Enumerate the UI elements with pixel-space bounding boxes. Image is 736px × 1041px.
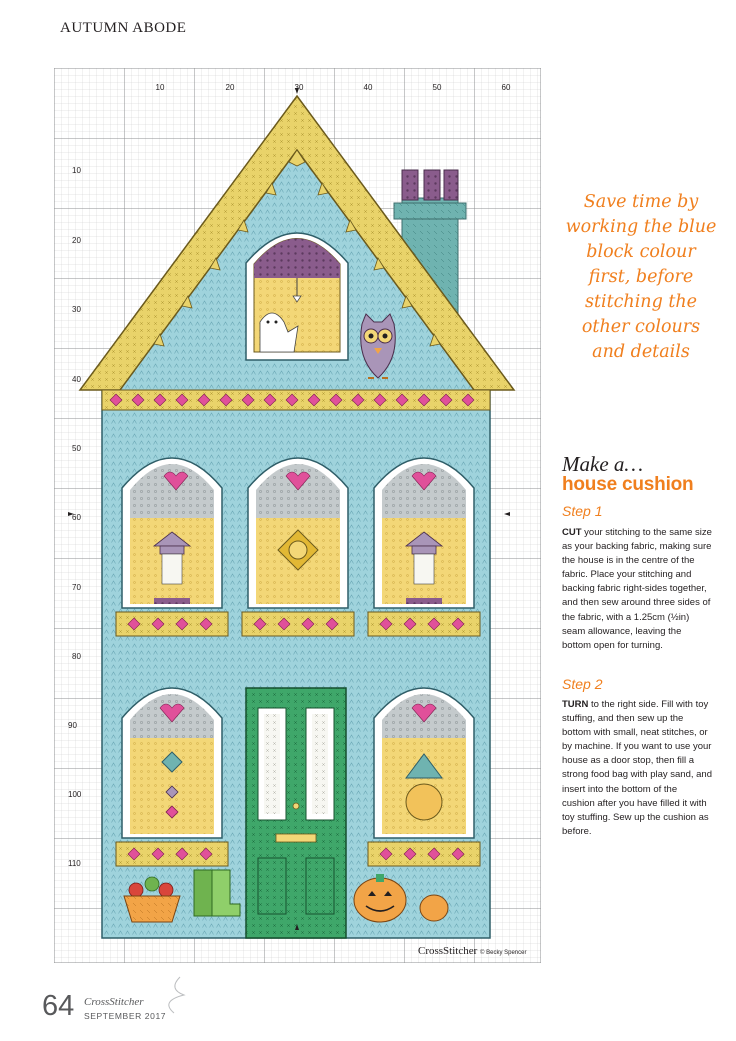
attic-window: [246, 233, 348, 360]
tip-line: and details: [592, 342, 690, 362]
row-tick: 10: [72, 166, 81, 175]
page-number: 64: [42, 990, 75, 1022]
step1-lead: CUT: [562, 527, 582, 538]
footer-magazine: CrossStitcher: [84, 996, 144, 1008]
upper-window-middle: [248, 458, 348, 608]
lower-window-left: [122, 688, 222, 838]
upper-window-boxes: [116, 612, 480, 636]
frieze-band: [102, 390, 490, 410]
row-tick: 100: [68, 790, 82, 799]
col-tick: 30: [294, 83, 304, 92]
tip-line: first, before: [588, 267, 694, 287]
row-tick: 60: [72, 513, 81, 522]
row-tick: 90: [68, 721, 77, 730]
front-door: [246, 688, 346, 938]
tip-line: working the blue: [565, 217, 717, 237]
stitching-tip: [556, 190, 726, 365]
step2-lead: TURN: [562, 699, 589, 710]
step1-text: your stitching to the same size as your backing fabric, making sure the house is in the centre of the fabric. Place your stitching and backing fabric right-sides together, and then sew around three sides of the fabric, with a 1.25cm (½in) seam allowance, leaving the bottom open for turning.: [562, 527, 712, 651]
lower-window-right: [374, 688, 474, 838]
chart-credit: [418, 945, 526, 957]
row-tick: 70: [72, 583, 81, 592]
footer-date: SEPTEMBER 2017: [84, 1011, 167, 1021]
thread-swirl-icon: [150, 975, 190, 1015]
instructions-heading: Make a…: [562, 452, 644, 476]
row-tick: 50: [72, 444, 81, 453]
tip-line: stitching the: [584, 292, 697, 312]
tip-line: block colour: [586, 242, 696, 262]
step1-body: [562, 526, 712, 653]
step2-body: [562, 698, 712, 839]
step1-title: Step 1: [562, 503, 603, 519]
step2-title: Step 2: [562, 676, 603, 692]
upper-window-left: [122, 458, 222, 608]
col-tick: 20: [225, 83, 235, 92]
instructions-subheading: house cushion: [562, 474, 694, 495]
tip-line: other colours: [581, 317, 701, 337]
row-tick: 20: [72, 236, 81, 245]
col-tick: 40: [363, 83, 373, 92]
row-tick: 30: [72, 305, 81, 314]
page-header-title: AUTUMN ABODE: [60, 20, 187, 36]
upper-window-right: [374, 458, 474, 608]
credit-designer: © Becky Spencer: [480, 950, 527, 956]
row-tick: 110: [68, 859, 81, 868]
cross-stitch-chart: [54, 68, 541, 963]
tip-line: Save time by: [583, 192, 699, 212]
col-tick: 10: [155, 83, 165, 92]
step2-text: to the right side. Fill with toy stuffing, and then sew up the bottom with small, neat stitches, or by machine. If you want to use your house as a door stop, then fill a strong food bag with play sand, and insert into the bottom of the cushion after you have filled it with toy stuffing. Sew up the cushion as before.: [562, 699, 712, 837]
row-tick: 80: [72, 652, 81, 661]
col-tick: 60: [501, 83, 511, 92]
col-tick: 50: [432, 83, 442, 92]
row-tick: 40: [72, 375, 81, 384]
credit-brand: CrossStitcher: [418, 945, 478, 957]
